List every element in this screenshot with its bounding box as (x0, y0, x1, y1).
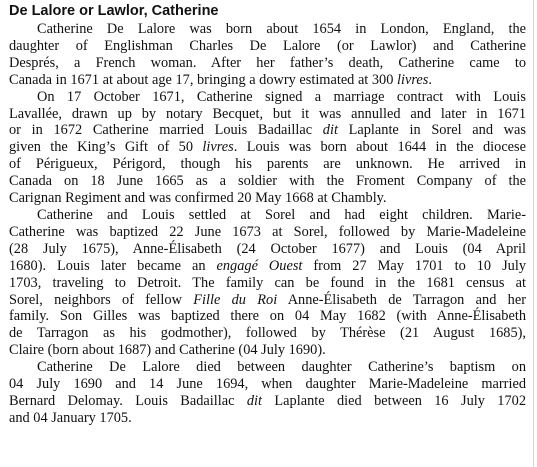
text-run: Sorel, neighbors of fellow (9, 291, 194, 308)
text-line (9, 156, 526, 173)
text-run: Laplante died between 16 July 1702 (262, 392, 526, 409)
paragraph (9, 89, 526, 207)
text-run: Claire (born about 1687) and Catherine (04 July 1690). (9, 342, 326, 359)
text-run: or in 1672 Catherine married Louis Badaillac (9, 122, 323, 139)
text-line (9, 55, 526, 72)
text-line (9, 325, 526, 342)
text-run: family. Son Gilles was baptized there on 04 May 1682 (with Anne-Élisabeth (9, 308, 526, 325)
text-run: Catherine was baptized 22 June 1673 at Sorel, followed by Marie-Madeleine (9, 223, 526, 240)
text-run: Canada on 18 June 1665 as a soldier with the Froment Company of the (9, 173, 526, 190)
text-line (9, 258, 526, 275)
text-run: and 04 January 1705. (9, 409, 132, 426)
text-run: Catherine De Lalore was born about 1654 in London, England, the (37, 21, 526, 37)
text-line (9, 241, 526, 258)
text-line (9, 224, 526, 241)
text-line (9, 275, 526, 292)
italic-term: livres (202, 139, 234, 156)
text-run: daughter of Englishman Charles De Lalore (or Lawlor) and Catherine (9, 37, 526, 54)
text-line (9, 292, 526, 309)
text-run: Catherine and Louis settled at Sorel and had eight children. Marie- (37, 206, 526, 223)
text-line (9, 72, 526, 89)
italic-term: dit (322, 122, 338, 139)
text-line (9, 393, 526, 410)
text-line (9, 89, 526, 106)
text-run: Carignan Regiment and was confirmed 20 May 1668 at Chambly. (9, 190, 387, 207)
text-line (9, 190, 526, 207)
text-line (9, 308, 526, 325)
text-run: . Louis was born about 1644 in the diocese (233, 139, 526, 156)
text-line (9, 359, 526, 376)
entry-body (9, 21, 526, 427)
italic-term: engagé Ouest (216, 257, 303, 274)
text-run: from 27 May 1701 to 10 July (302, 257, 526, 274)
text-line (9, 173, 526, 190)
text-line (9, 376, 526, 393)
text-line (9, 342, 526, 359)
italic-term: dit (246, 392, 263, 409)
paragraph (9, 21, 526, 89)
text-line (9, 207, 526, 224)
text-run: Anne-Élisabeth de Tarragon and her (277, 291, 526, 308)
text-run: given the King’s Gift of 50 (9, 139, 203, 156)
text-run: of Périgueux, Périgord, though his parents are unknown. He arrived in (9, 156, 526, 173)
text-run: (28 July 1675), Anne-Élisabeth (24 October 1677) and Louis (04 April (9, 240, 526, 257)
paragraph (9, 359, 526, 427)
text-run: 1680). Louis later became an (9, 257, 217, 274)
text-line (9, 122, 526, 139)
text-run: On 17 October 1671, Catherine signed a marriage contract with Louis (37, 88, 526, 105)
italic-term: Fille du Roi (193, 291, 278, 308)
text-run: Canada in 1671 at about age 17, bringing a dowry estimated at 300 (9, 71, 397, 88)
italic-term: livres (396, 71, 429, 88)
text-line (9, 21, 526, 38)
text-line (9, 38, 526, 55)
paragraph (9, 207, 526, 359)
text-run: Bernard Delomay. Louis Badaillac (9, 392, 247, 409)
text-run: . (428, 71, 432, 88)
entry-title: De Lalore or Lawlor, Catherine (9, 3, 219, 19)
text-run: Laplante in Sorel and was (337, 122, 526, 139)
text-run: Després, a French woman. After her father’s death, Catherine came to (9, 54, 526, 71)
text-run: Lavallée, drawn up by notary Becquet, but it was annulled and later in 1671 (9, 105, 526, 122)
text-line (9, 410, 526, 427)
text-run: de Tarragon as his godmother), followed by Thérèse (21 August 1685), (9, 325, 526, 342)
text-run: 04 July 1690 and 14 June 1694, when daughter Marie-Madeleine married (9, 376, 526, 393)
text-line (9, 106, 526, 123)
text-line (9, 139, 526, 156)
text-run: Catherine De Lalore died between daughter Catherine’s baptism on (37, 359, 526, 376)
page-edge-line (533, 0, 534, 467)
text-run: 1703, traveling to Detroit. The family can be found in the 1681 census at (9, 274, 526, 291)
